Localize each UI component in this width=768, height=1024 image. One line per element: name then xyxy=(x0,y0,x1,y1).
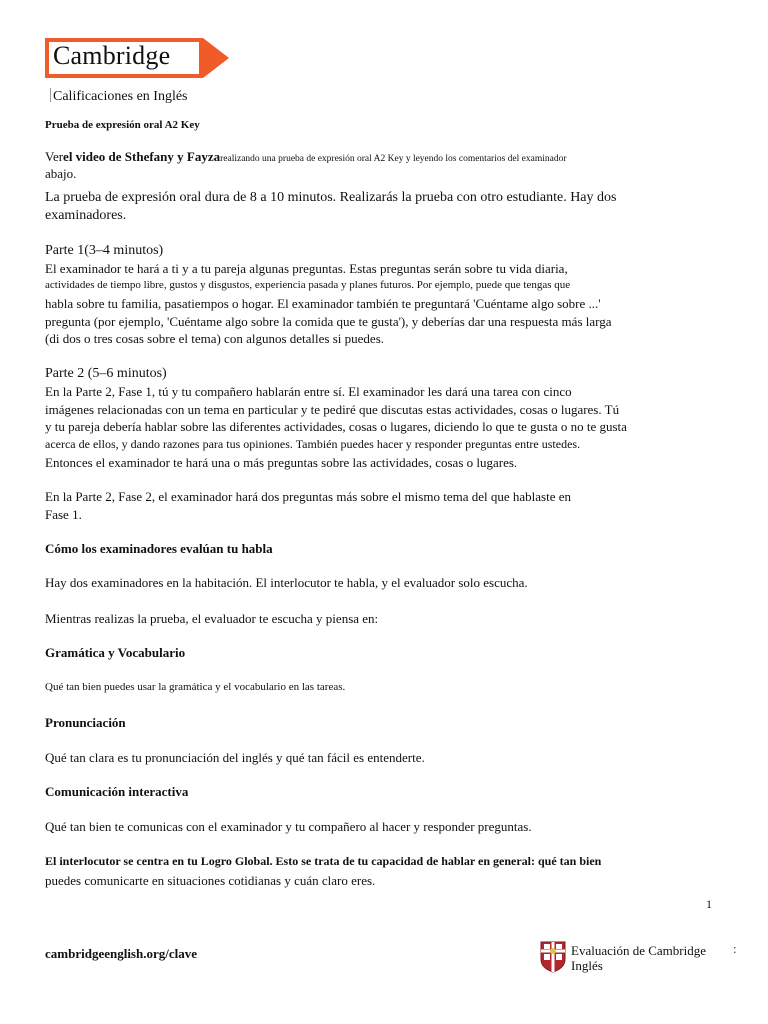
interactive-communication-heading: Comunicación interactiva xyxy=(45,784,189,799)
interactive-communication-text: Qué tan bien te comunicas con el examinador y tu compañero al hacer y responder preguntas. xyxy=(45,819,532,834)
part2-line-1: En la Parte 2, Fase 1, tú y tu compañero hablarán entre sí. El examinador les dará una tarea con cinco xyxy=(45,384,572,399)
intro-line-1: La prueba de expresión oral dura de 8 a 10 minutos. Realizarás la prueba con otro estudiante. Hay dos xyxy=(45,190,617,205)
intro-line-2: examinadores. xyxy=(45,208,127,223)
part1-line-1: El examinador te hará a ti y a tu pareja algunas preguntas. Estas preguntas serán sobre tu vida diaria, xyxy=(45,261,568,276)
part1-title: Parte 1(3–4 minutos) xyxy=(45,243,164,258)
video-line-end: abajo. xyxy=(45,166,77,181)
video-link[interactable]: el video de Sthefany y Fayza xyxy=(63,149,221,164)
part1-line-5: (di dos o tres cosas sobre el tema) con algunos detalles si puedes. xyxy=(45,331,384,346)
logo-brand-text: Cambridge xyxy=(53,41,171,70)
footer-url-link[interactable]: cambridgeenglish.org/clave xyxy=(45,946,198,961)
phase2-line-1: En la Parte 2, Fase 2, el examinador hará dos preguntas más sobre el mismo tema del que hablaste en xyxy=(45,489,571,504)
document-heading: Prueba de expresión oral A2 Key xyxy=(45,119,200,131)
logo-subtitle: Calificaciones en Inglés xyxy=(50,88,188,105)
footer-brand-line-2: Inglés xyxy=(571,958,603,973)
global-achievement-line-2: puedes comunicarte en situaciones cotidianas y cuán claro eres. xyxy=(45,873,376,888)
footer-brand xyxy=(571,943,706,973)
evaluation-paragraph-1: Hay dos examinadores en la habitación. El interlocutor te habla, y el evaluador solo escucha. xyxy=(45,575,528,590)
cambridge-crest-icon xyxy=(540,941,566,973)
global-achievement-line-1: El interlocutor se centra en tu Logro Global. Esto se trata de tu capacidad de hablar en general: qué tan bien xyxy=(45,854,602,868)
part2-line-3: y tu pareja debería hablar sobre las diferentes actividades, cosas o lugares, diciendo lo que te gusta o no te gusta xyxy=(45,419,627,434)
part1-line-2: actividades de tiempo libre, gustos y disgustos, experiencia pasada y planes futuros. Por ejemplo, puede que tengas que xyxy=(45,279,571,291)
evaluation-heading: Cómo los examinadores evalúan tu habla xyxy=(45,541,273,556)
phase2-line-2: Fase 1. xyxy=(45,507,82,522)
footer-mark: : xyxy=(733,941,737,956)
pronunciation-text: Qué tan clara es tu pronunciación del inglés y qué tan fácil es entenderte. xyxy=(45,750,425,765)
cambridge-logo xyxy=(45,38,235,78)
part1-line-3: habla sobre tu familia, pasatiempos o hogar. El examinador también te preguntará 'Cuéntame algo sobre ...' xyxy=(45,296,601,311)
grammar-vocabulary-text: Qué tan bien puedes usar la gramática y el vocabulario en las tareas. xyxy=(45,681,346,693)
page-number: 1 xyxy=(706,897,712,911)
part2-line-4: acerca de ellos, y dando razones para tus opiniones. También puedes hacer y responder preguntas entre ustedes. xyxy=(45,437,581,451)
part2-line-5: Entonces el examinador te hará una o más preguntas sobre las actividades, cosas o lugares. xyxy=(45,455,518,470)
footer-brand-line-1: Evaluación de Cambridge xyxy=(571,943,707,958)
part2-line-2: imágenes relacionadas con un tema en particular y te pediré que discutas estas actividades, cosas o lugares. Tú xyxy=(45,402,620,417)
part2-title: Parte 2 (5–6 minutos) xyxy=(45,366,167,381)
evaluation-paragraph-2: Mientras realizas la prueba, el evaluador te escucha y piensa en: xyxy=(45,611,379,626)
part1-line-4: pregunta (por ejemplo, 'Cuéntame algo sobre la comida que te gusta'), y deberías dar una respuesta más larga xyxy=(45,314,612,329)
video-line: Verel video de Sthefany y Fayzarealizando una prueba de expresión oral A2 Key y leyendo los comentarios del examinador xyxy=(45,149,567,164)
grammar-vocabulary-heading: Gramática y Vocabulario xyxy=(45,645,186,660)
pronunciation-heading: Pronunciación xyxy=(45,715,126,730)
